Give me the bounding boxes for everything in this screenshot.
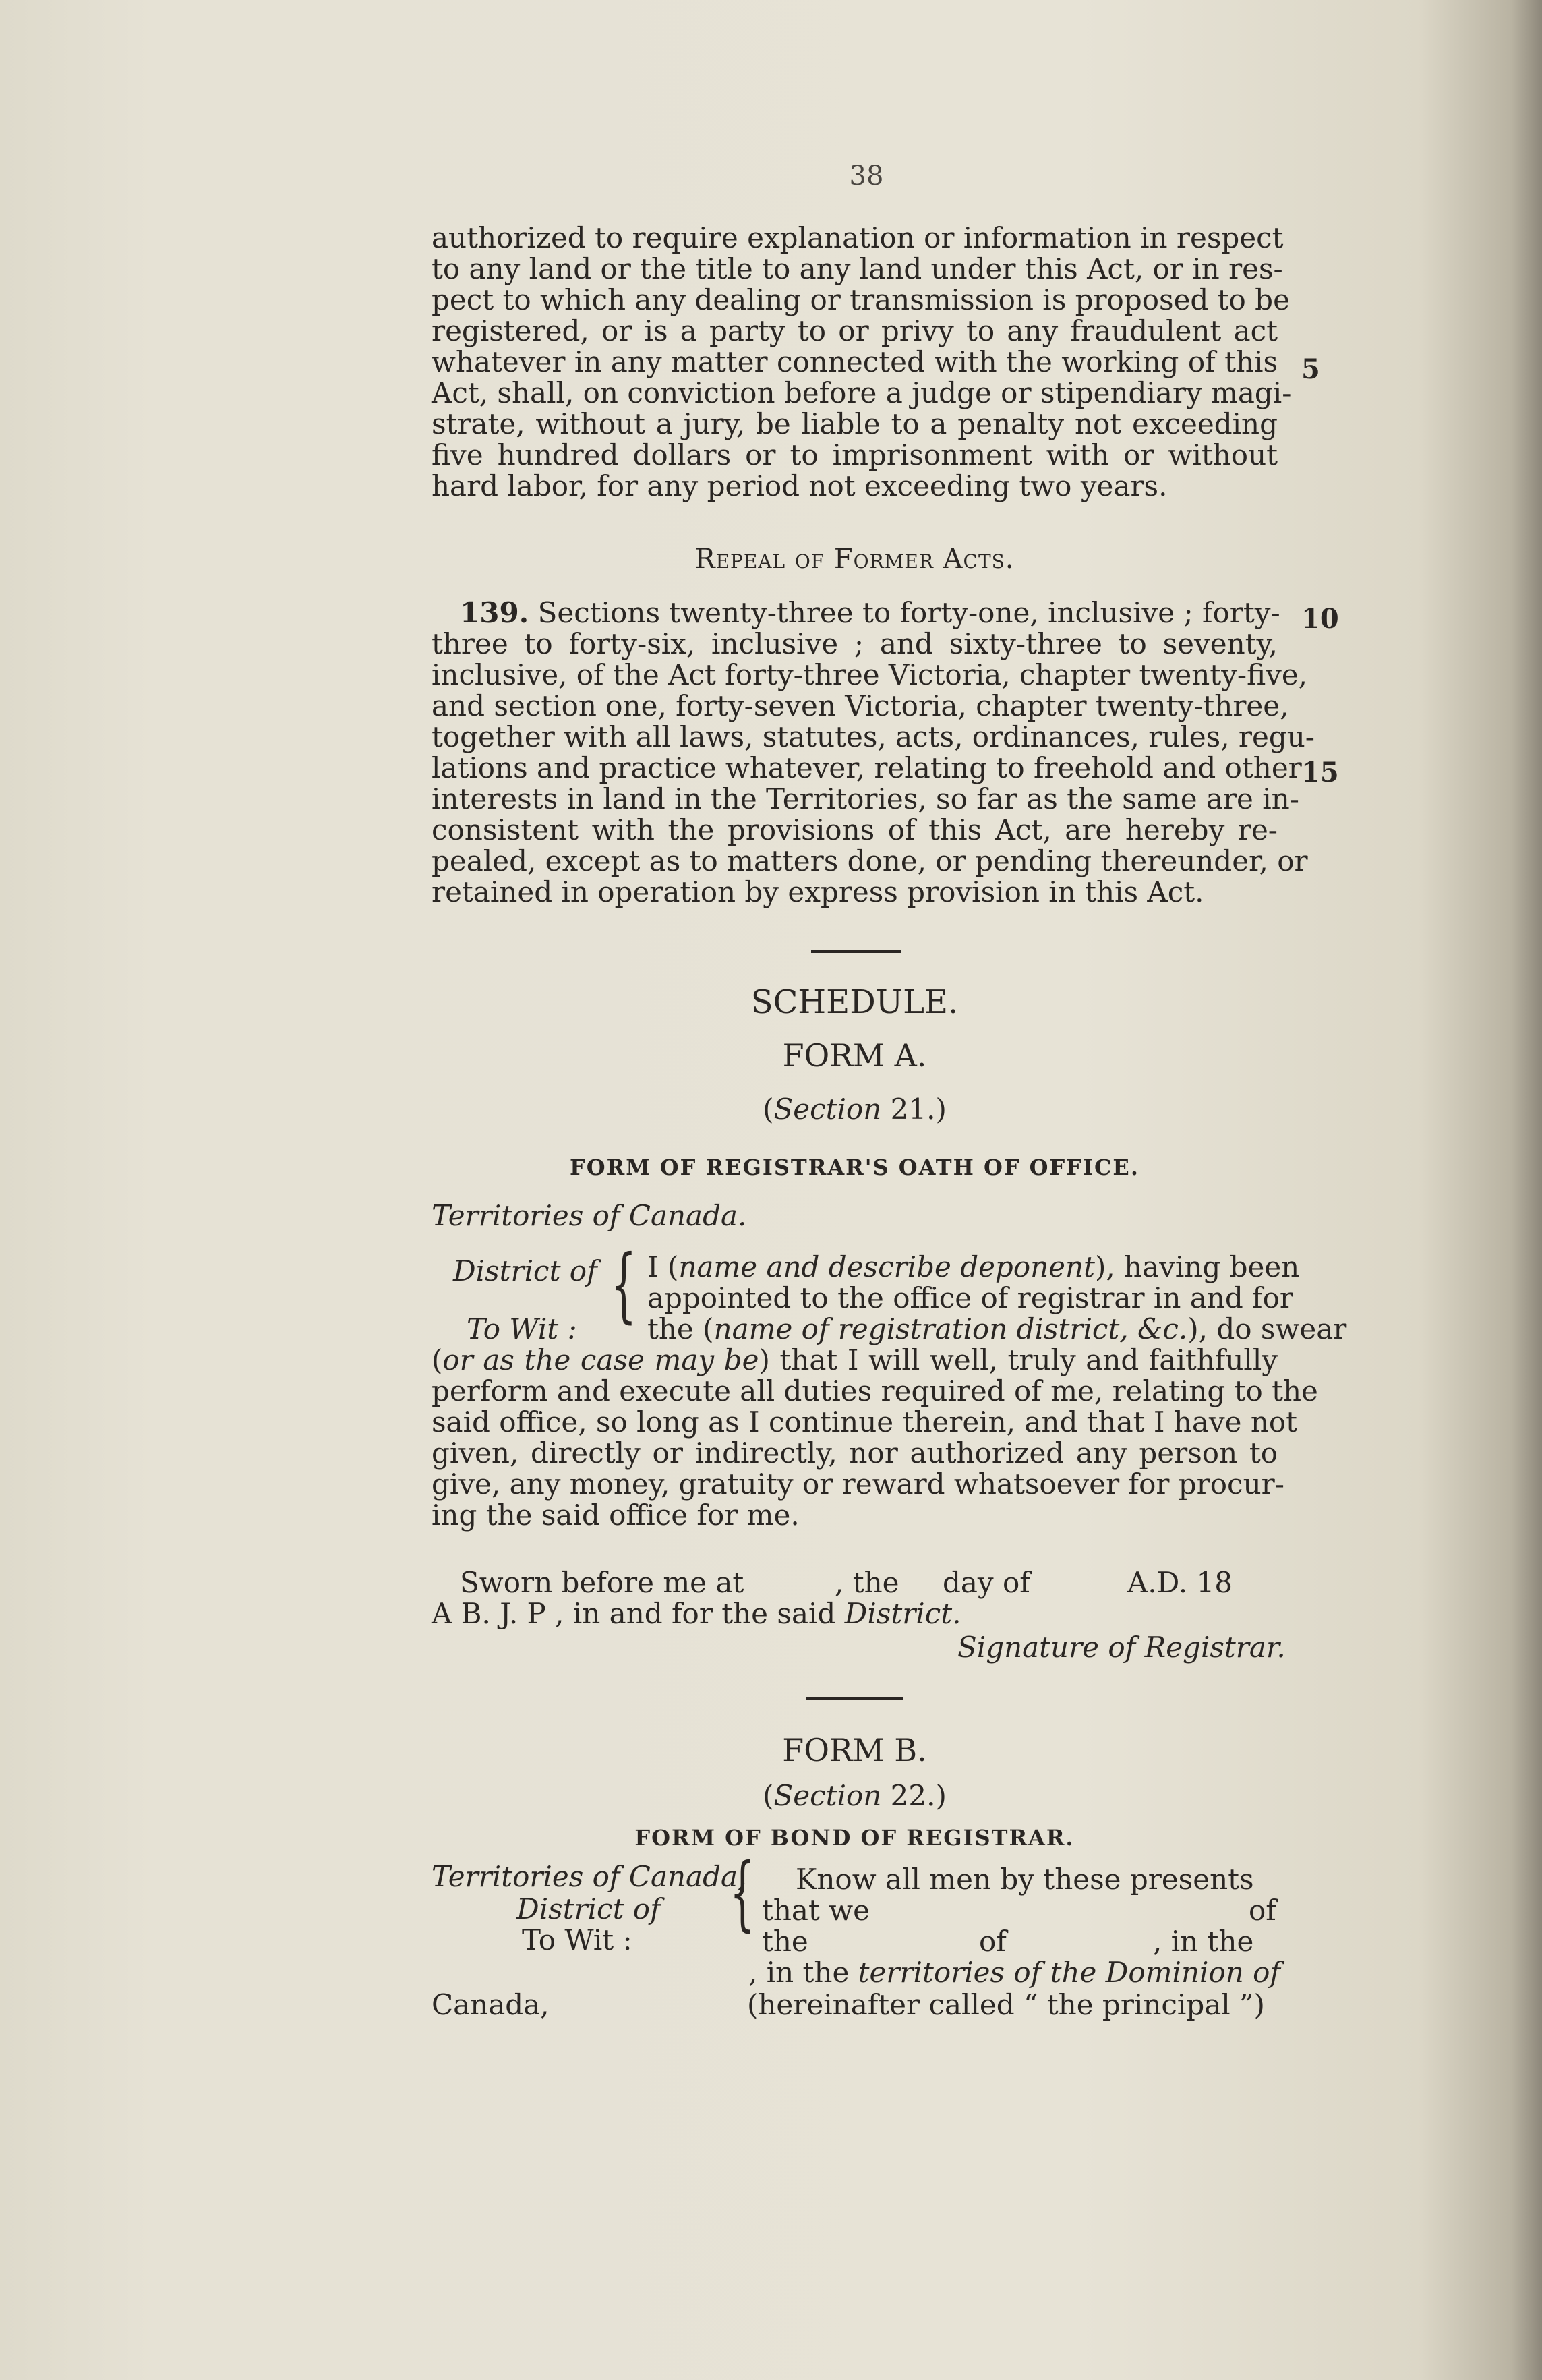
- text-line: [432, 598, 1278, 629]
- text: appointed to the office of registrar in and for: [647, 1281, 1293, 1314]
- sworn-ad: A.D. 18: [1127, 1566, 1233, 1599]
- in-the: , in the: [1153, 1925, 1254, 1958]
- text-line: inclusive, of the Act forty-three Victoria, chapter twenty-five,: [432, 658, 1308, 691]
- divider-rule: [806, 1697, 903, 1700]
- margin-line-number: 5: [1301, 353, 1320, 385]
- text-line: authorized to require explanation or information in respect: [432, 221, 1284, 254]
- oath-line: perform and execute all duties required of me, relating to the: [432, 1374, 1318, 1407]
- form-b-section-ref: (Section 22.): [763, 1779, 947, 1812]
- territories-dominion: [748, 1956, 1280, 1989]
- justice-text: A B. J. P , in and for the said: [432, 1597, 845, 1630]
- text: ), do swear: [1187, 1312, 1347, 1345]
- margin-line-number: 15: [1301, 757, 1339, 788]
- oath-line: given, directly or indirectly, nor authorized any person to: [432, 1436, 1278, 1470]
- that-we: that we: [762, 1894, 870, 1927]
- margin-line-number: 10: [1301, 603, 1339, 635]
- form-a-title: FORM A.: [782, 1037, 927, 1074]
- text-line: lations and practice whatever, relating to freehold and other: [432, 751, 1302, 784]
- canada: Canada,: [432, 1988, 550, 2021]
- oath-line: ing the said office for me.: [432, 1499, 800, 1532]
- oath-line: give, any money, gratuity or reward whatsoever for procur-: [432, 1468, 1284, 1501]
- text-line: hard labor, for any period not exceeding two years.: [432, 469, 1168, 502]
- text-line: pect to which any dealing or transmission is proposed to be: [432, 283, 1290, 316]
- oath-italic: or as the case may be: [442, 1343, 759, 1376]
- brace: {: [730, 1847, 756, 1940]
- text-line: five hundred dollars or to imprisonment with or without: [432, 438, 1278, 471]
- district-of: District of: [453, 1254, 597, 1287]
- oath-body: [432, 1343, 1318, 1532]
- of-blank: of: [979, 1925, 1007, 1958]
- oath-line: said office, so long as I continue therein, and that I have not: [432, 1405, 1298, 1439]
- sworn-day-of: day of: [943, 1566, 1030, 1599]
- text: I (: [647, 1250, 679, 1283]
- text: ), having been: [1094, 1250, 1300, 1283]
- text-line: pealed, except as to matters done, or pending thereunder, or: [432, 844, 1308, 877]
- section-word: Section: [773, 1779, 882, 1812]
- oath-line: (or as the case may be) that I will well, truly and faithfully: [432, 1343, 1278, 1376]
- schedule-title: SCHEDULE.: [750, 983, 959, 1021]
- to-wit: To Wit :: [522, 1923, 632, 1956]
- text-line: interests in land in the Territories, so far as the same are in-: [432, 782, 1299, 815]
- oath-line: [647, 1250, 1300, 1283]
- italic-text: name and describe deponent: [678, 1250, 1095, 1283]
- know-all-men: Know all men by these presents: [796, 1863, 1254, 1896]
- oath-text: ) that I will well, truly and faithfully: [759, 1343, 1278, 1376]
- oath-opening: [647, 1250, 1347, 1345]
- italic-text: territories of the Dominion of: [858, 1956, 1280, 1989]
- text-line: registered, or is a party to or privy to any fraudulent act: [432, 314, 1278, 347]
- territories-of-canada: Territories of Canada,: [432, 1860, 747, 1893]
- paragraph-section-139: [432, 596, 1315, 908]
- the-blank: the: [762, 1925, 808, 1958]
- page-number: 38: [849, 161, 884, 192]
- text-line: to any land or the title to any land under this Act, or in res-: [432, 252, 1283, 285]
- section-number: 21.: [890, 1093, 936, 1126]
- sworn-the: , the: [835, 1566, 899, 1599]
- text: Sections twenty-three to forty-one, inclusive ; forty-: [537, 596, 1280, 629]
- section-number: 139.: [460, 596, 529, 629]
- territories-of-canada: Territories of Canada.: [432, 1199, 747, 1232]
- text-line: and section one, forty-seven Victoria, chapter twenty-three,: [432, 689, 1289, 722]
- text-line: Act, shall, on conviction before a judge or stipendiary magi-: [432, 376, 1292, 409]
- sworn-before: Sworn before me at: [460, 1566, 744, 1599]
- form-b-heading: FORM OF BOND OF REGISTRAR.: [634, 1825, 1075, 1851]
- italic-text: name of registration district, &c.: [713, 1312, 1188, 1345]
- brace: {: [611, 1238, 637, 1332]
- form-a-section-ref: (Section 21.): [763, 1093, 947, 1126]
- text: , in the: [748, 1956, 858, 1989]
- text-line: retained in operation by express provision in this Act.: [432, 875, 1204, 908]
- text-line: three to forty-six, inclusive ; and sixty-three to seventy,: [432, 627, 1278, 660]
- text: the (: [647, 1312, 714, 1345]
- divider-rule: [811, 950, 901, 953]
- text-line: whatever in any matter connected with the working of this: [432, 345, 1278, 378]
- paragraph-penalty: [432, 221, 1292, 502]
- oath-line: [647, 1312, 1347, 1345]
- oath-line: [647, 1281, 1293, 1314]
- repeal-heading: Repeal of Former Acts.: [694, 544, 1015, 575]
- section-word: Section: [773, 1093, 882, 1126]
- section-number: 22.: [890, 1779, 936, 1812]
- form-b-title: FORM B.: [782, 1732, 927, 1768]
- text-line: together with all laws, statutes, acts, ordinances, rules, regu-: [432, 720, 1315, 753]
- of-blank: of: [1249, 1894, 1276, 1927]
- text-line: consistent with the provisions of this Act, are hereby re-: [432, 813, 1278, 846]
- to-wit: To Wit :: [467, 1312, 577, 1345]
- text-line: strate, without a jury, be liable to a penalty not exceeding: [432, 407, 1278, 440]
- form-a-heading: FORM OF REGISTRAR'S OATH OF OFFICE.: [570, 1155, 1139, 1180]
- hereinafter-called: (hereinafter called “ the principal ”): [747, 1988, 1265, 2021]
- signature-of-registrar: Signature of Registrar.: [957, 1631, 1286, 1664]
- justice-district: District.: [844, 1597, 961, 1630]
- district-of: District of: [516, 1892, 661, 1925]
- justice-line: [432, 1597, 961, 1630]
